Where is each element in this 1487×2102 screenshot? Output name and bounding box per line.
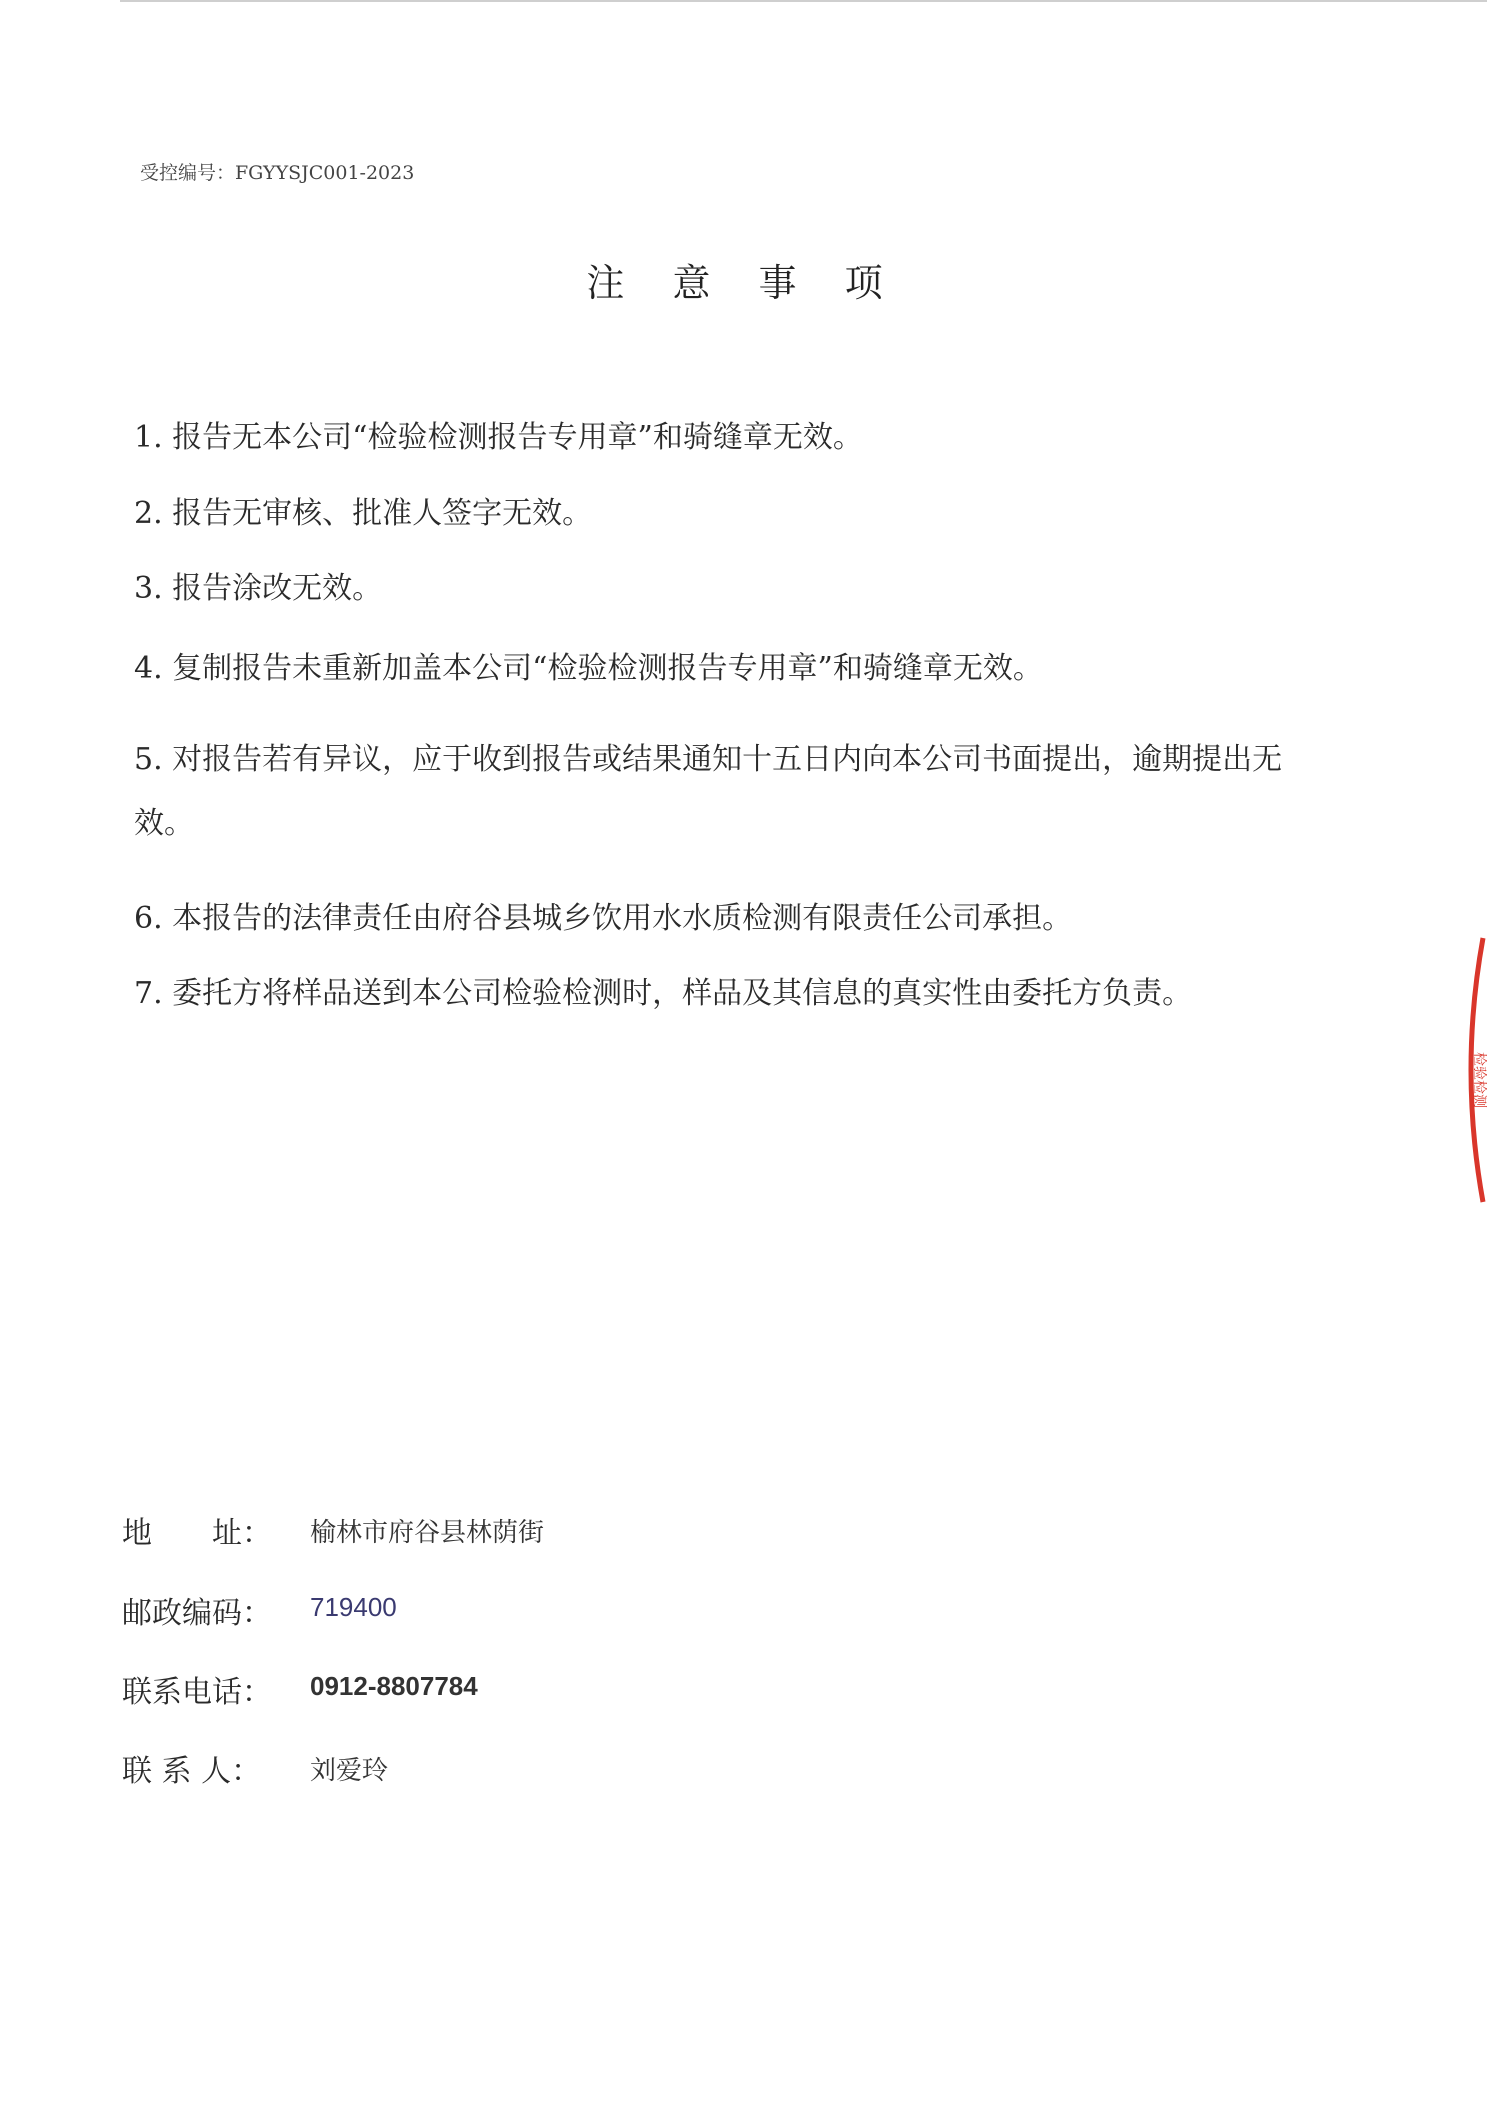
- address-value: 榆林市府谷县林荫街: [310, 1518, 545, 1548]
- page-title: 注 意 事 项: [586, 261, 901, 305]
- notice-item-2: 2. 报告无审核、批准人签字无效。: [134, 496, 593, 531]
- postcode-value: 719400: [310, 1592, 397, 1622]
- contact-person-label: 联 系 人：: [122, 1754, 262, 1789]
- phone-value: 0912-8807784: [310, 1671, 478, 1701]
- phone-label: 联系电话：: [122, 1675, 272, 1710]
- seam-stamp-graphic: [1453, 930, 1487, 1210]
- notice-item-6: 6. 本报告的法律责任由府谷县城乡饮用水水质检测有限责任公司承担。: [134, 901, 1073, 936]
- contact-person-value: 刘爱玲: [310, 1756, 389, 1786]
- control-number: 受控编号：FGYYSJC001-2023: [140, 162, 415, 184]
- notice-item-4: 4. 复制报告未重新加盖本公司“检验检测报告专用章”和骑缝章无效。: [134, 651, 1043, 686]
- notice-item-3: 3. 报告涂改无效。: [134, 571, 383, 606]
- seam-stamp-text: 检验检测: [1471, 1052, 1487, 1108]
- scan-edge-line: [120, 0, 1487, 2]
- postcode-label: 邮政编码：: [122, 1596, 272, 1631]
- address-label: 地 址：: [122, 1516, 272, 1551]
- notice-item-7: 7. 委托方将样品送到本公司检验检测时，样品及其信息的真实性由委托方负责。: [134, 976, 1193, 1011]
- notice-item-1: 1. 报告无本公司“检验检测报告专用章”和骑缝章无效。: [134, 420, 863, 455]
- notice-item-5: 5. 对报告若有异议，应于收到报告或结果通知十五日内向本公司书面提出，逾期提出无效。: [134, 742, 1283, 841]
